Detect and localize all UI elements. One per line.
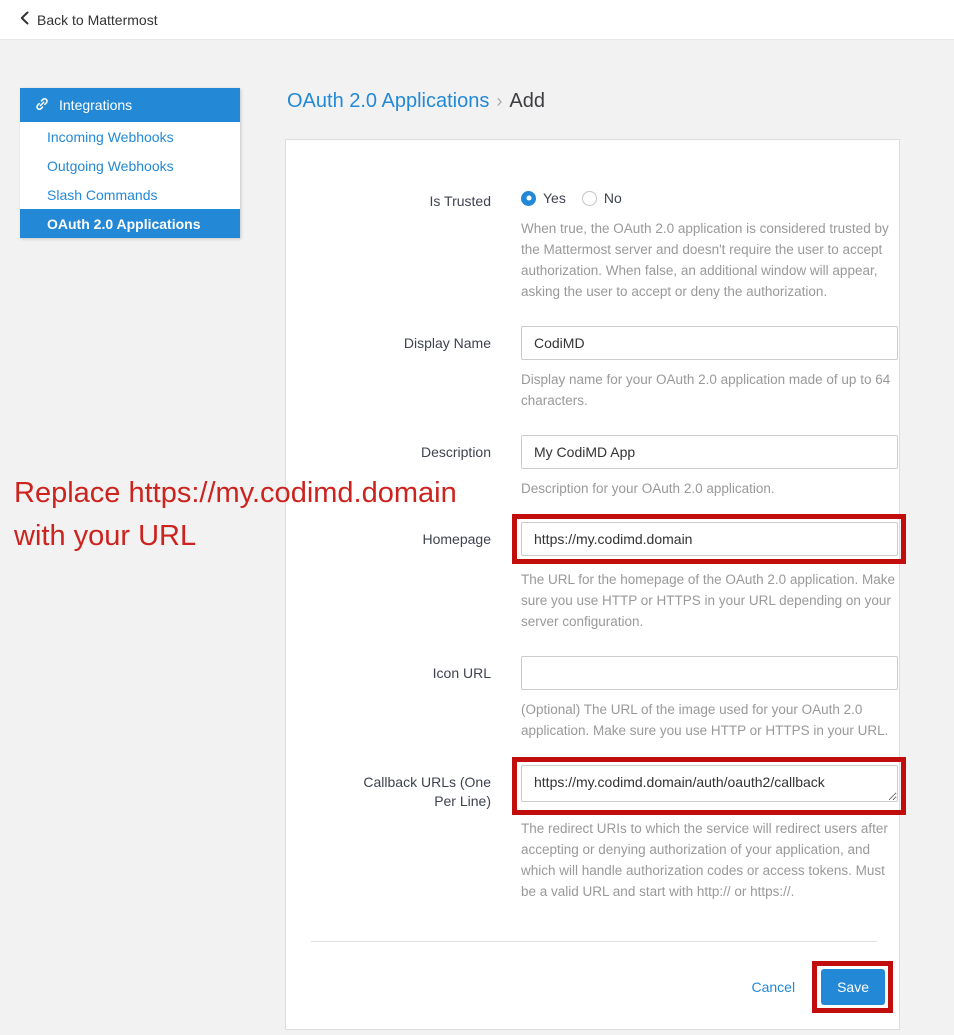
back-to-mattermost-link[interactable] (20, 11, 158, 28)
annotation-line-2: with your URL (14, 520, 197, 552)
cancel-button[interactable]: Cancel (751, 978, 796, 995)
callback-urls-row (286, 765, 899, 903)
homepage-help-text: The URL for the homepage of the OAuth 2.0 application. Make sure you use HTTP or HTTPS in your URL depending on your server configuration. (521, 572, 895, 630)
save-button[interactable]: Save (821, 969, 885, 1005)
link-icon (35, 97, 49, 114)
breadcrumb-oauth-applications-link[interactable]: OAuth 2.0 Applications (287, 90, 490, 112)
is-trusted-no-radio[interactable] (582, 190, 622, 206)
icon-url-input[interactable] (521, 656, 898, 690)
main-content (285, 88, 900, 1030)
annotation-line-1: Replace https://my.codimd.domain (14, 477, 457, 509)
sidebar-integrations-label: Integrations (59, 97, 133, 113)
is-trusted-yes-radio[interactable] (521, 190, 566, 206)
callback-urls-label: Callback URLs (One Per Line) (363, 774, 491, 809)
back-to-mattermost-label: Back to Mattermost (37, 11, 158, 28)
sidebar-item-label: Outgoing Webhooks (47, 157, 174, 174)
display-name-input[interactable] (521, 326, 898, 360)
icon-url-row (286, 656, 899, 742)
radio-no-label: No (603, 190, 622, 206)
sidebar-item-incoming-webhooks[interactable] (20, 122, 240, 151)
sidebar-item-slash-commands[interactable] (20, 180, 240, 209)
callback-urls-help-text: The redirect URIs to which the service will redirect users after accepting or denying authorization of your application, and which will handle authorization codes or access tokens. Must be a valid URL and start with http:// or https://. (521, 821, 888, 899)
display-name-row (286, 326, 899, 412)
is-trusted-label: Is Trusted (429, 193, 491, 209)
display-name-label: Display Name (403, 334, 491, 351)
breadcrumb-current-page: Add (509, 90, 545, 112)
radio-yes-label: Yes (543, 190, 566, 206)
homepage-row (286, 522, 899, 633)
admin-sidebar (20, 88, 240, 238)
callback-urls-textarea[interactable] (521, 765, 898, 802)
form-footer (286, 942, 899, 1005)
homepage-label: Homepage (422, 531, 491, 548)
is-trusted-radio-group (521, 190, 898, 206)
description-label: Description (420, 443, 491, 460)
description-input[interactable] (521, 435, 898, 469)
description-help-text: Description for your OAuth 2.0 application. (521, 480, 775, 496)
radio-unchecked-icon (582, 191, 597, 206)
is-trusted-row (286, 190, 899, 303)
radio-checked-icon (521, 191, 536, 206)
homepage-input[interactable] (521, 522, 898, 556)
breadcrumb (285, 88, 900, 115)
sidebar-item-integrations[interactable] (20, 88, 240, 122)
description-row (286, 435, 899, 500)
top-bar (0, 0, 954, 40)
sidebar-item-label: Slash Commands (47, 186, 158, 203)
is-trusted-help-text: When true, the OAuth 2.0 application is considered trusted by the Mattermost server and doesn't require the user to accept authorization. When false, an additional window will appear, asking the user to accept or deny the authorization. (521, 221, 889, 299)
icon-url-label: Icon URL (432, 665, 491, 682)
breadcrumb-separator: › (496, 91, 503, 111)
sidebar-item-outgoing-webhooks[interactable] (20, 151, 240, 180)
sidebar-item-label: Incoming Webhooks (47, 128, 174, 145)
icon-url-help-text: (Optional) The URL of the image used for your OAuth 2.0 application. Make sure you use HTTP or HTTPS in your URL. (521, 702, 889, 739)
chevron-left-icon (20, 11, 29, 28)
sidebar-item-label: OAuth 2.0 Applications (47, 215, 201, 232)
oauth-add-form-panel (285, 139, 900, 1030)
sidebar-item-oauth-applications[interactable] (20, 209, 240, 238)
display-name-help-text: Display name for your OAuth 2.0 application made of up to 64 characters. (521, 371, 891, 408)
